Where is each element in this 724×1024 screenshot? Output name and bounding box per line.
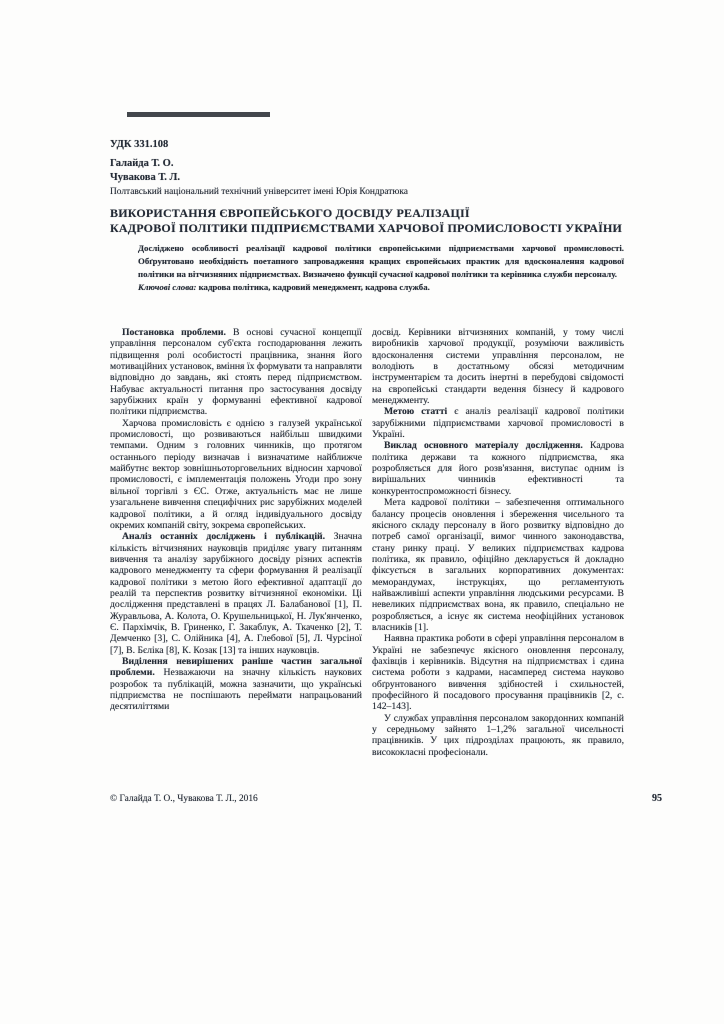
author-name: Галайда Т. О. <box>110 158 174 169</box>
paragraph <box>110 418 362 531</box>
paragraph-text: В основі сучасної концепції управління персоналом суб'єкта господарювання лежить підвищення ролі особистості працівника, знання його мотиваційних установок, вміння їх формувати та направляти відповідно до завдань, які стоять перед підприємством. Набуває актуальності питання про застосування досвіду зарубіжних країн у формуванні ефективної кадрової політики підприємства. <box>110 327 362 418</box>
paragraph-lead: Метою статті <box>384 406 448 418</box>
body-column-right <box>372 327 624 797</box>
paper-title <box>110 206 624 236</box>
header-rule <box>127 112 270 117</box>
keywords-line <box>138 281 624 294</box>
paragraph-lead: Аналіз останніх досліджень і публікацій. <box>122 531 326 543</box>
paragraph <box>110 656 362 713</box>
paragraph <box>110 531 362 656</box>
keywords-text: кадрова політика, кадровий менеджмент, кадрова служба. <box>196 282 430 292</box>
paragraph-text: Кадрова політика держави та кожного підприємства, яка розробляється для його розв'язання, виступає одним із вирішальних чинників ефективності та конкурентоспроможності бізнесу. <box>372 440 624 497</box>
paragraph-lead: Постановка проблеми. <box>122 327 226 338</box>
udc-code: УДК 331.108 <box>110 139 169 150</box>
authors-block <box>110 157 180 185</box>
copyright-notice: © Галайда Т. О., Чувакова Т. Л., 2016 <box>110 794 258 804</box>
paragraph-lead: Виділення невирішених раніше частин загальної проблеми. <box>110 655 362 679</box>
paragraph-text: Харчова промисловість є однією з галузей української промисловості, що розвиваються найбільш швидкими темпами. Одним з головних чинників, що протягом останнього періоду визначав і визначатиме найближче майбутнє вектор зовнішньоторговельних відносин харчової промисловості, є імплементація положень Угоди про зону вільної торгівлі з ЄС. Отже, актуальність має не лише узагальнене вивчення специфічних рис зарубіжних моделей кадрової політики, а й огляд індивідуального досвіду окремих компаній світу, зокрема європейських. <box>110 417 362 531</box>
paragraph <box>372 327 624 406</box>
keywords-label: Ключові слова: <box>138 282 197 292</box>
paragraph-text: Незважаючи на значну кількість наукових розробок та публікацій, можна зазначити, що українські підприємства не поспішають переймати напрацьований десятиліттями <box>110 667 362 713</box>
paragraph <box>372 406 624 440</box>
paper-title-line: ВИКОРИСТАННЯ ЄВРОПЕЙСЬКОГО ДОСВІДУ РЕАЛІЗАЦІЇ <box>110 206 470 220</box>
paragraph-text: Значна кількість вітчизняних науковців приділяє увагу питанням вивчення та аналізу зарубіжного досвіду різних аспектів кадрового менеджменту та сфери формування й реалізації кадрової політики з метою його ефективної адаптації до реалій та перспектив розвитку вітчизняної економіки. Ці дослідження представлені в працях Л. Балабанової [1], П. Журавльова, А. Колота, О. Крушельницької, Н. Лук'янченко, Є. Пархімчік, В. Гриненко, Г. Закаблук, А. Ткаченко [2], Т. Демченко [3], С. Олійника [4], А. Глебової [5], Л. Чурсіної [7], В. Бєліка [8], К. Козак [13] та інших науковців. <box>110 531 362 656</box>
paragraph-text: досвід. Керівники вітчизняних компаній, у тому числі виробників харчової продукції, розуміючи важливість вдосконалення системи управління персоналом, не володіють в достатньому обсязі методичним інструментарієм та досить інертні в перебудові свідомості на європейські стандарти ведення бізнесу й кадрового менеджменту. <box>372 327 624 407</box>
paragraph-text: Мета кадрової політики – забезпечення оптимального балансу процесів оновлення і збереження чисельного та якісного складу персоналу в його розвитку відповідно до потреб самої організації, вимог чинного законодавства, стану ринку праці. У великих підприємствах кадрова політика, як правило, офіційно декларується й докладно фіксується в загальних корпоративних документах: меморандумах, інструкціях, що регламентують найважливіші аспекти управління людськими ресурсами. В невеликих підприємствах вона, як правило, спеціально не розробляється, а існує як система неофіційних установок власників [1]. <box>372 497 624 633</box>
abstract-text: Досліджено особливості реалізації кадрової політики європейськими підприємствами харчової промисловості. Обґрунтовано необхідність поетапного запровадження кращих європейських практик для вдосконалення кадрової політики на вітчизняних підприємствах. Визначено функції сучасної кадрової політики та керівника служби персоналу. <box>138 243 624 279</box>
paragraph-text: У службах управління персоналом закордонних компаній у середньому зайнято 1–1,2% загальної чисельності працівників. У цих підрозділах працюють, як правило, висококласні професіонали. <box>372 712 624 758</box>
affiliation: Полтавський національний технічний університет імені Юрія Кондратюка <box>110 187 408 197</box>
author-name: Чувакова Т. Л. <box>110 172 180 183</box>
paragraph <box>372 440 624 497</box>
abstract-block <box>138 242 624 294</box>
paragraph <box>372 633 624 712</box>
paper-title-line: КАДРОВОЇ ПОЛІТИКИ ПІДПРИЄМСТВАМИ ХАРЧОВОЇ ПРОМИСЛОВОСТІ УКРАЇНИ <box>110 221 623 235</box>
paragraph-lead: Виклад основного матеріалу дослідження. <box>384 440 583 452</box>
page-number: 95 <box>652 793 662 804</box>
body-column-left <box>110 327 362 797</box>
paragraph-text: є аналіз реалізації кадрової політики зарубіжними підприємствами харчової промисловості в Україні. <box>372 406 624 441</box>
paragraph <box>110 327 362 418</box>
paragraph <box>372 497 624 633</box>
paragraph <box>372 713 624 758</box>
paragraph-text: Наявна практика роботи в сфері управління персоналом в Україні не забезпечує якісного оновлення персоналу, фахівців і керівників. Відсутня на підприємствах і єдина система роботи з кадрами, насамперед система науково обґрунтованого вивчення здібностей і схильностей, професійного й посадового просування працівників [2, с. 142–143]. <box>372 633 624 713</box>
